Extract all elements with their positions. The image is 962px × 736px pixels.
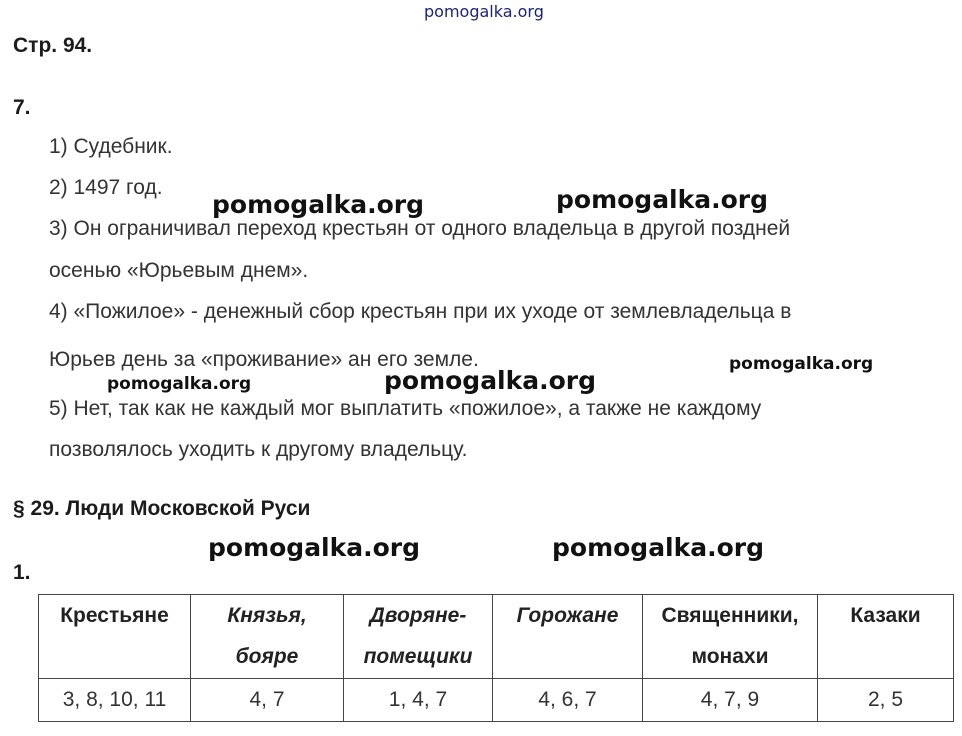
- page-number-heading: Стр. 94.: [13, 34, 93, 57]
- header-line: монахи: [691, 645, 769, 668]
- table-header-cell: [643, 595, 818, 679]
- watermark: pomogalka.org: [384, 366, 597, 395]
- answer-line-3-cont: осенью «Юрьевым днем».: [49, 259, 309, 282]
- table-header-cell: [344, 595, 493, 679]
- task-1-number: 1.: [13, 561, 31, 584]
- header-line: Крестьяне: [60, 604, 169, 627]
- answer-line-2: 2) 1497 год.: [49, 176, 163, 199]
- answer-line-5-cont: позволялось уходить к другому владельцу.: [49, 438, 468, 461]
- section-heading: § 29. Люди Московской Руси: [13, 497, 311, 520]
- watermark-top: pomogalka.org: [424, 2, 544, 21]
- answer-line-4: 4) «Пожилое» - денежный сбор крестьян при их уходе от землевладельца в: [49, 300, 792, 323]
- watermark: pomogalka.org: [556, 185, 769, 214]
- task-7-number: 7.: [13, 96, 31, 119]
- header-line: Священники,: [661, 604, 799, 627]
- answer-line-5: 5) Нет, так как не каждый мог выплатить «пожилое», а также не каждому: [49, 397, 762, 420]
- table-header-cell: [191, 595, 344, 679]
- watermark: pomogalka.org: [729, 354, 874, 374]
- watermark: pomogalka.org: [212, 190, 425, 219]
- header-line: помещики: [363, 645, 473, 668]
- header-line: бояре: [235, 645, 299, 668]
- table-cell: 1, 4, 7: [344, 679, 493, 722]
- header-line: Дворяне-: [369, 604, 467, 627]
- answer-table: [38, 594, 954, 722]
- header-line: Казаки: [850, 604, 921, 627]
- table-header-cell: [493, 595, 643, 679]
- table-header-cell: [39, 595, 191, 679]
- table-row: [39, 679, 954, 722]
- table-header-cell: [818, 595, 954, 679]
- answer-line-3: 3) Он ограничивал переход крестьян от одного владельца в другой поздней: [49, 217, 791, 240]
- answer-line-1: 1) Судебник.: [49, 135, 173, 158]
- table-cell: 4, 6, 7: [493, 679, 643, 722]
- answer-line-4-cont: Юрьев день за «проживание» ан его земле.: [49, 348, 479, 371]
- watermark: pomogalka.org: [107, 374, 252, 394]
- table-header-row: [39, 595, 954, 679]
- table-cell: 4, 7: [191, 679, 344, 722]
- watermark: pomogalka.org: [552, 533, 765, 562]
- header-line: Горожане: [516, 604, 619, 627]
- watermark: pomogalka.org: [208, 533, 421, 562]
- table-cell: 2, 5: [818, 679, 954, 722]
- table-cell: 4, 7, 9: [643, 679, 818, 722]
- header-line: Князья,: [227, 604, 307, 627]
- table-cell: 3, 8, 10, 11: [39, 679, 191, 722]
